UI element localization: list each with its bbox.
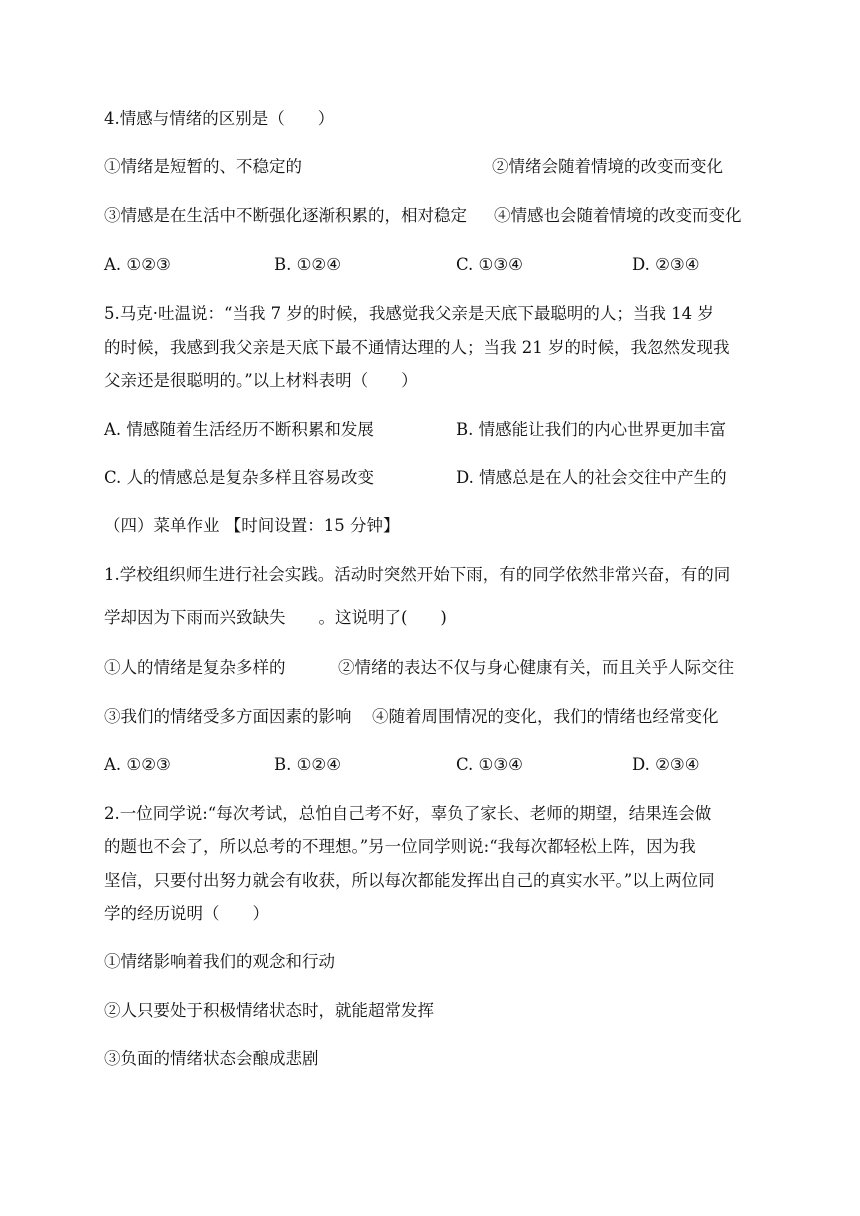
- h1-statement-2: ②情绪的表达不仅与身心健康有关，而且关乎人际交往: [338, 658, 734, 677]
- q5-stem-line-3: 父亲还是很聪明的。”以上材料表明（ ）: [104, 371, 418, 390]
- h2-statement-3: ③负面的情绪状态会酿成悲剧: [104, 1049, 319, 1068]
- q4-option-d: D. ②③④: [632, 255, 700, 274]
- q5-option-a: A. 情感随着生活经历不断积累和发展: [104, 420, 374, 439]
- q4-statement-4: ④情感也会随着情境的改变而变化: [494, 206, 742, 225]
- h1-statement-1: ①人的情绪是复杂多样的: [104, 658, 286, 677]
- h1-option-b: B. ①②④: [274, 755, 341, 774]
- q4-statement-1: ①情绪是短暂的、不稳定的: [104, 157, 302, 176]
- h2-stem-line-4: 学的经历说明（ ）: [104, 904, 269, 923]
- q5-option-d: D. 情感总是在人的社会交往中产生的: [456, 468, 727, 487]
- h2-stem-line-1: 2.一位同学说:“每次考试，总怕自己考不好，辜负了家长、老师的期望，结果连会做: [104, 804, 712, 823]
- q5-option-b: B. 情感能让我们的内心世界更加丰富: [456, 420, 727, 439]
- h2-statement-1: ①情绪影响着我们的观念和行动: [104, 952, 335, 971]
- h1-statement-3: ③我们的情绪受多方面因素的影响: [104, 707, 352, 726]
- q4-stem: 4.情感与情绪的区别是（ ）: [104, 109, 335, 128]
- q5-stem-line-2: 的时候，我感到我父亲是天底下最不通情达理的人；当我 21 岁的时候，我忽然发现我: [104, 338, 730, 357]
- q4-statement-3: ③情感是在生活中不断强化逐渐积累的，相对稳定: [104, 206, 467, 225]
- h1-option-c: C. ①③④: [456, 755, 523, 774]
- q4-option-b: B. ①②④: [274, 255, 341, 274]
- h2-statement-2: ②人只要处于积极情绪状态时，就能超常发挥: [104, 1001, 434, 1020]
- h1-statement-4: ④随着周围情况的变化，我们的情绪也经常变化: [372, 707, 719, 726]
- h1-option-d: D. ②③④: [632, 755, 700, 774]
- h2-stem-line-2: 的题也不会了，所以总考的不理想。”另一位同学则说:“我每次都轻松上阵，因为我: [104, 837, 696, 856]
- q5-option-c: C. 人的情感总是复杂多样且容易改变: [104, 468, 375, 487]
- q4-option-c: C. ①③④: [456, 255, 523, 274]
- h1-stem-line-2: 学却因为下雨而兴致缺失 。这说明了( ): [104, 608, 447, 627]
- q4-statement-2: ②情绪会随着情境的改变而变化: [492, 157, 723, 176]
- q4-option-a: A. ①②③: [104, 255, 171, 274]
- q5-stem-line-1: 5.马克·吐温说：“当我 7 岁的时候，我感觉我父亲是天底下最聪明的人；当我 14 岁: [104, 304, 714, 323]
- h1-stem-line-1: 1.学校组织师生进行社会实践。活动时突然开始下雨，有的同学依然非常兴奋，有的同: [104, 565, 731, 584]
- h1-option-a: A. ①②③: [104, 755, 171, 774]
- section-title: （四）菜单作业 【时间设置：15 分钟】: [104, 516, 400, 535]
- h2-stem-line-3: 坚信，只要付出努力就会有收获，所以每次都能发挥出自己的真实水平。”以上两位同: [104, 871, 715, 890]
